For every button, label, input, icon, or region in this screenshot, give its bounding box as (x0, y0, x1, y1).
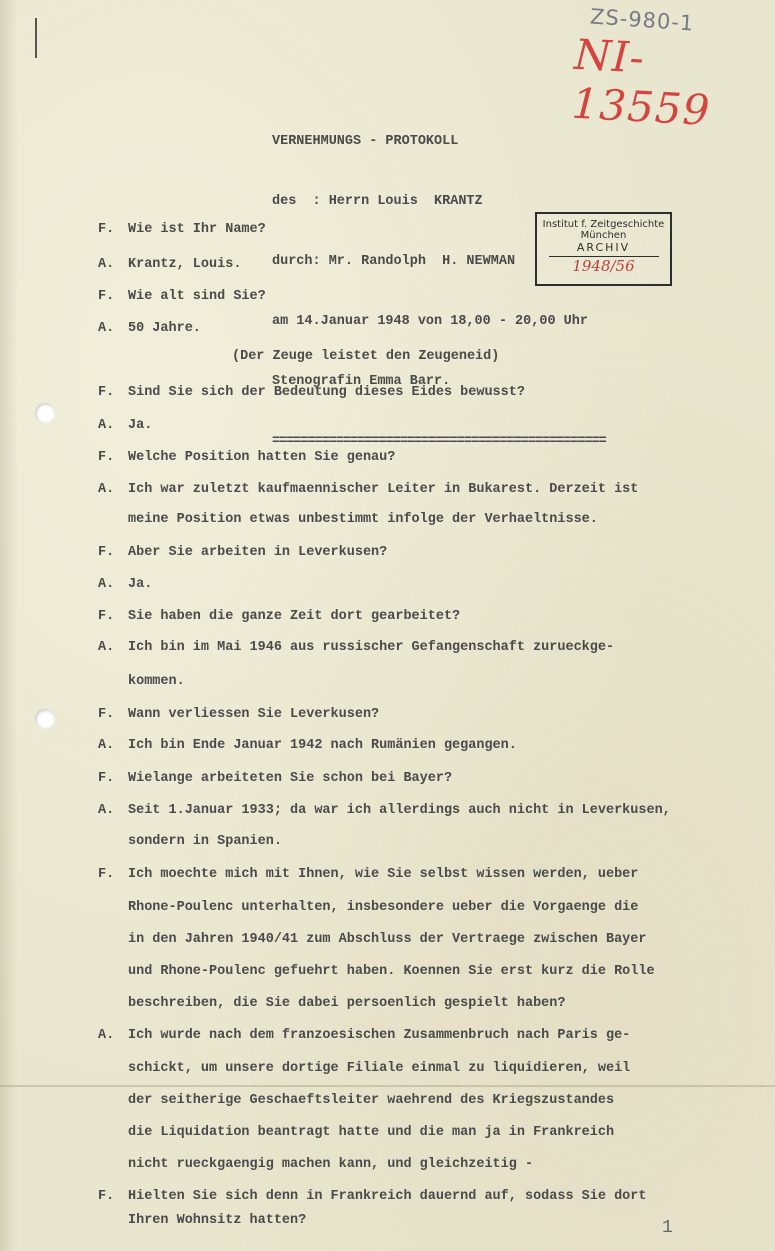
margin-tick-mark (35, 18, 37, 58)
speaker-label: A. (98, 640, 115, 655)
transcript-line (128, 932, 646, 947)
heading-witness: des : Herrn Louis KRANTZ (272, 194, 483, 209)
line-text: Rhone-Poulenc unterhalten, insbesondere ueber die Vorgaenge die (128, 900, 639, 915)
transcript-line (128, 1157, 533, 1172)
speaker-label: F. (98, 545, 115, 560)
line-text: Seit 1.Januar 1933; da war ich allerdings auch nicht in Leverkusen, (128, 803, 671, 818)
line-text: in den Jahren 1940/41 zum Abschluss der Vertraege zwischen Bayer (128, 932, 647, 947)
line-text: die Liquidation beantragt hatte und die man ja in Frankreich (128, 1125, 615, 1140)
line-text: Krantz, Louis. (128, 257, 242, 272)
line-text: Sie haben die ganze Zeit dort gearbeitet? (128, 609, 461, 624)
stamp-city: München (580, 230, 627, 241)
speaker-label: A. (98, 482, 115, 497)
line-text: Ich moechte mich mit Ihnen, wie Sie selbst wissen werden, ueber (128, 867, 639, 882)
transcript-line (98, 803, 671, 818)
speaker-label: F. (98, 707, 115, 722)
line-text: Wielange arbeiteten Sie schon bei Bayer? (128, 771, 453, 786)
speaker-label: A. (98, 577, 115, 592)
speaker-label: A. (98, 257, 115, 272)
transcript-line (98, 738, 517, 753)
speaker-label: A. (98, 803, 115, 818)
speaker-label: F. (98, 289, 115, 304)
transcript-line (98, 321, 201, 336)
transcript-line (128, 1061, 630, 1076)
heading-rule: =============================================== (272, 434, 606, 449)
line-text: sondern in Spanien. (128, 834, 282, 849)
transcript-line (98, 707, 379, 722)
line-text: Ja. (128, 577, 153, 592)
transcript-line (98, 640, 614, 655)
line-text: beschreiben, die Sie dabei persoenlich gespielt haben? (128, 996, 566, 1011)
stamp-institute: Institut f. Zeitgeschichte (542, 219, 665, 230)
speaker-label: F. (98, 609, 115, 624)
speaker-label: A. (98, 1028, 115, 1043)
speaker-label: A. (98, 738, 115, 753)
stamp-archive: ARCHIV (576, 241, 631, 254)
transcript-line (128, 674, 185, 689)
line-text: Ich wurde nach dem franzoesischen Zusammenbruch nach Paris ge- (128, 1028, 631, 1043)
speaker-label: F. (98, 867, 115, 882)
line-text: Wie alt sind Sie? (128, 289, 266, 304)
line-text: Hielten Sie sich denn in Frankreich dauernd auf, sodass Sie dort (128, 1189, 647, 1204)
line-text: meine Position etwas unbestimmt infolge der Verhaeltnisse. (128, 512, 598, 527)
speaker-label: A. (98, 418, 115, 433)
speaker-label: A. (98, 321, 115, 336)
transcript-line (98, 289, 266, 304)
transcript-line (98, 1189, 646, 1204)
page-number: 1 (662, 1218, 673, 1238)
page-fold-line (0, 1085, 775, 1087)
left-edge-shadow (0, 0, 18, 1251)
corner-reference: ZS-980-1 (589, 4, 696, 36)
transcript-line (128, 1213, 306, 1228)
transcript-line (128, 834, 282, 849)
line-text: schickt, um unsere dortige Filiale einmal zu liquidieren, weil (128, 1061, 631, 1076)
line-text: kommen. (128, 674, 185, 689)
stamp-code: 1948/56 (549, 256, 659, 275)
line-text: Ich war zuletzt kaufmaennischer Leiter in Bukarest. Derzeit ist (128, 482, 639, 497)
transcript-line (128, 1093, 614, 1108)
transcript-line (128, 512, 598, 527)
transcript-line (98, 257, 241, 272)
transcript-line (98, 450, 395, 465)
transcript-line (128, 900, 638, 915)
line-text: der seitherige Geschaeftsleiter waehrend des Kriegszustandes (128, 1093, 615, 1108)
heading-title: VERNEHMUNGS - PROTOKOLL (272, 134, 459, 149)
speaker-label: F. (98, 222, 115, 237)
heading-date: am 14.Januar 1948 von 18,00 - 20,00 Uhr (272, 314, 588, 329)
transcript-line (98, 771, 452, 786)
line-text: Wann verliessen Sie Leverkusen? (128, 707, 380, 722)
line-text: und Rhone-Poulenc gefuehrt haben. Koennen Sie erst kurz die Rolle (128, 964, 655, 979)
heading-interrogator: durch: Mr. Randolph H. NEWMAN (272, 254, 516, 269)
transcript-line (98, 418, 152, 433)
transcript-line (98, 609, 460, 624)
line-text: Ihren Wohnsitz hatten? (128, 1213, 307, 1228)
document-number: NI-13559 (570, 29, 712, 135)
line-text: Ich bin im Mai 1946 aus russischer Gefangenschaft zurueckge- (128, 640, 615, 655)
line-text: (Der Zeuge leistet den Zeugeneid) (232, 349, 500, 364)
transcript-line (232, 349, 499, 364)
transcript-line (98, 222, 266, 237)
line-text: Ich bin Ende Januar 1942 nach Rumänien gegangen. (128, 738, 517, 753)
line-text: Sind Sie sich der Bedeutung dieses Eides bewusst? (128, 385, 525, 400)
transcript-line (128, 996, 565, 1011)
line-text: Ja. (128, 418, 153, 433)
speaker-label: F. (98, 1189, 115, 1204)
transcript-line (98, 1028, 630, 1043)
transcript-line (98, 545, 387, 560)
line-text: Welche Position hatten Sie genau? (128, 450, 396, 465)
heading-stenographer: Stenografin Emma Barr. (272, 374, 451, 389)
speaker-label: F. (98, 385, 115, 400)
transcript-line (128, 1125, 614, 1140)
punch-hole-top (35, 403, 55, 423)
line-text: nicht rueckgaengig machen kann, und gleichzeitig - (128, 1157, 534, 1172)
line-text: Wie ist Ihr Name? (128, 222, 266, 237)
line-text: 50 Jahre. (128, 321, 201, 336)
transcript-line (98, 867, 638, 882)
transcript-line (128, 964, 655, 979)
archive-stamp (535, 212, 672, 286)
punch-hole-bottom (35, 709, 55, 729)
speaker-label: F. (98, 771, 115, 786)
speaker-label: F. (98, 450, 115, 465)
line-text: Aber Sie arbeiten in Leverkusen? (128, 545, 388, 560)
transcript-line (98, 577, 152, 592)
transcript-line (98, 385, 525, 400)
transcript-line (98, 482, 638, 497)
